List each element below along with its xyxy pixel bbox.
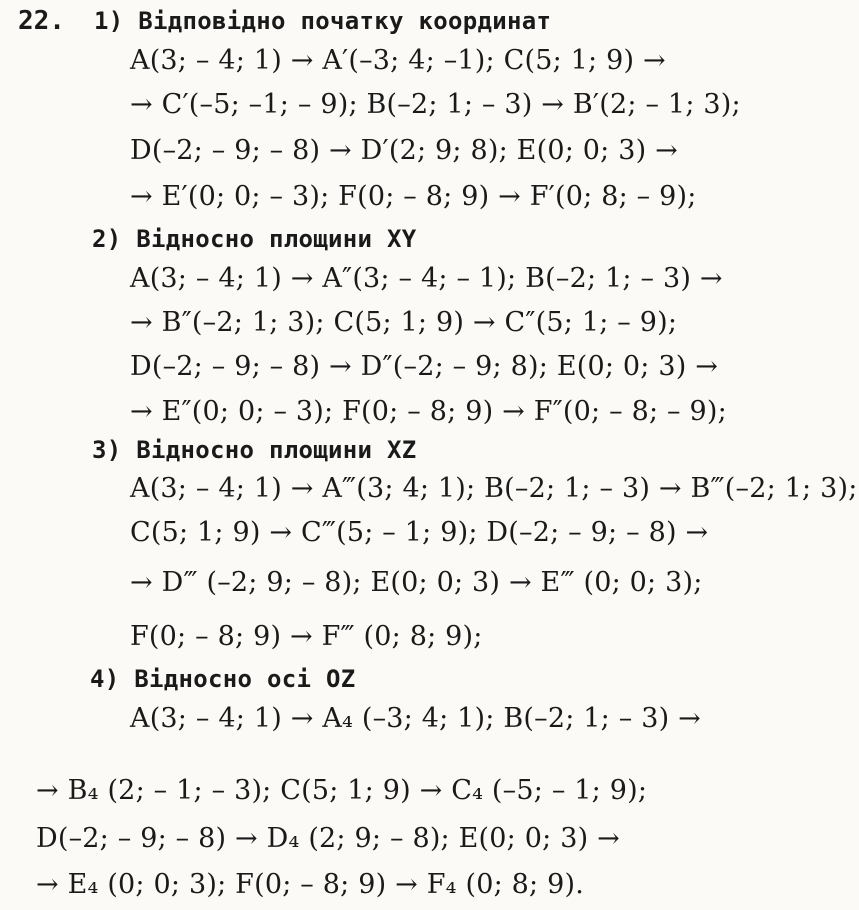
section-1-line-3: D(–2; – 9; – 8) → D′(2; 9; 8); E(0; 0; 3) → bbox=[130, 135, 678, 166]
section-3-line-3: → D‴ (–2; 9; – 8); E(0; 0; 3) → E‴ (0; 0; 3); bbox=[130, 567, 703, 598]
section-4-line-4: → E₄ (0; 0; 3); F(0; – 8; 9) → F₄ (0; 8; 9). bbox=[36, 869, 585, 900]
section-3-line-1: A(3; – 4; 1) → A‴(3; 4; 1); B(–2; 1; – 3) → B‴(–2; 1; 3); bbox=[130, 473, 858, 504]
section-2-line-1: A(3; – 4; 1) → A″(3; – 4; – 1); B(–2; 1; – 3) → bbox=[130, 263, 723, 294]
problem-number: 22. bbox=[18, 6, 65, 36]
section-3-line-4: F(0; – 8; 9) → F‴ (0; 8; 9); bbox=[130, 621, 483, 652]
section-4-line-3: D(–2; – 9; – 8) → D₄ (2; 9; – 8); E(0; 0; 3) → bbox=[36, 823, 620, 854]
section-3-heading: 3) Відносно площини XZ bbox=[92, 436, 417, 464]
section-2-heading: 2) Відносно площини XY bbox=[92, 225, 417, 253]
section-1-heading: 1) Відповідно початку координат bbox=[94, 7, 552, 35]
section-1-line-2: → C′(–5; –1; – 9); B(–2; 1; – 3) → B′(2; – 1; 3); bbox=[130, 89, 741, 120]
section-4-line-1: A(3; – 4; 1) → A₄ (–3; 4; 1); B(–2; 1; – 3) → bbox=[130, 703, 701, 734]
section-2-line-4: → E″(0; 0; – 3); F(0; – 8; 9) → F″(0; – 8; – 9); bbox=[130, 396, 727, 427]
section-1-line-1: A(3; – 4; 1) → A′(–3; 4; –1); C(5; 1; 9) → bbox=[130, 45, 666, 76]
section-4-heading: 4) Відносно осі OZ bbox=[90, 665, 356, 693]
section-2-line-2: → B″(–2; 1; 3); C(5; 1; 9) → C″(5; 1; – 9); bbox=[130, 307, 678, 338]
section-4-line-2: → B₄ (2; – 1; – 3); C(5; 1; 9) → C₄ (–5; – 1; 9); bbox=[36, 775, 648, 806]
section-3-line-2: C(5; 1; 9) → C‴(5; – 1; 9); D(–2; – 9; – 8) → bbox=[130, 517, 709, 548]
section-2-line-3: D(–2; – 9; – 8) → D″(–2; – 9; 8); E(0; 0; 3) → bbox=[130, 351, 719, 382]
section-1-line-4: → E′(0; 0; – 3); F(0; – 8; 9) → F′(0; 8; – 9); bbox=[130, 181, 697, 212]
